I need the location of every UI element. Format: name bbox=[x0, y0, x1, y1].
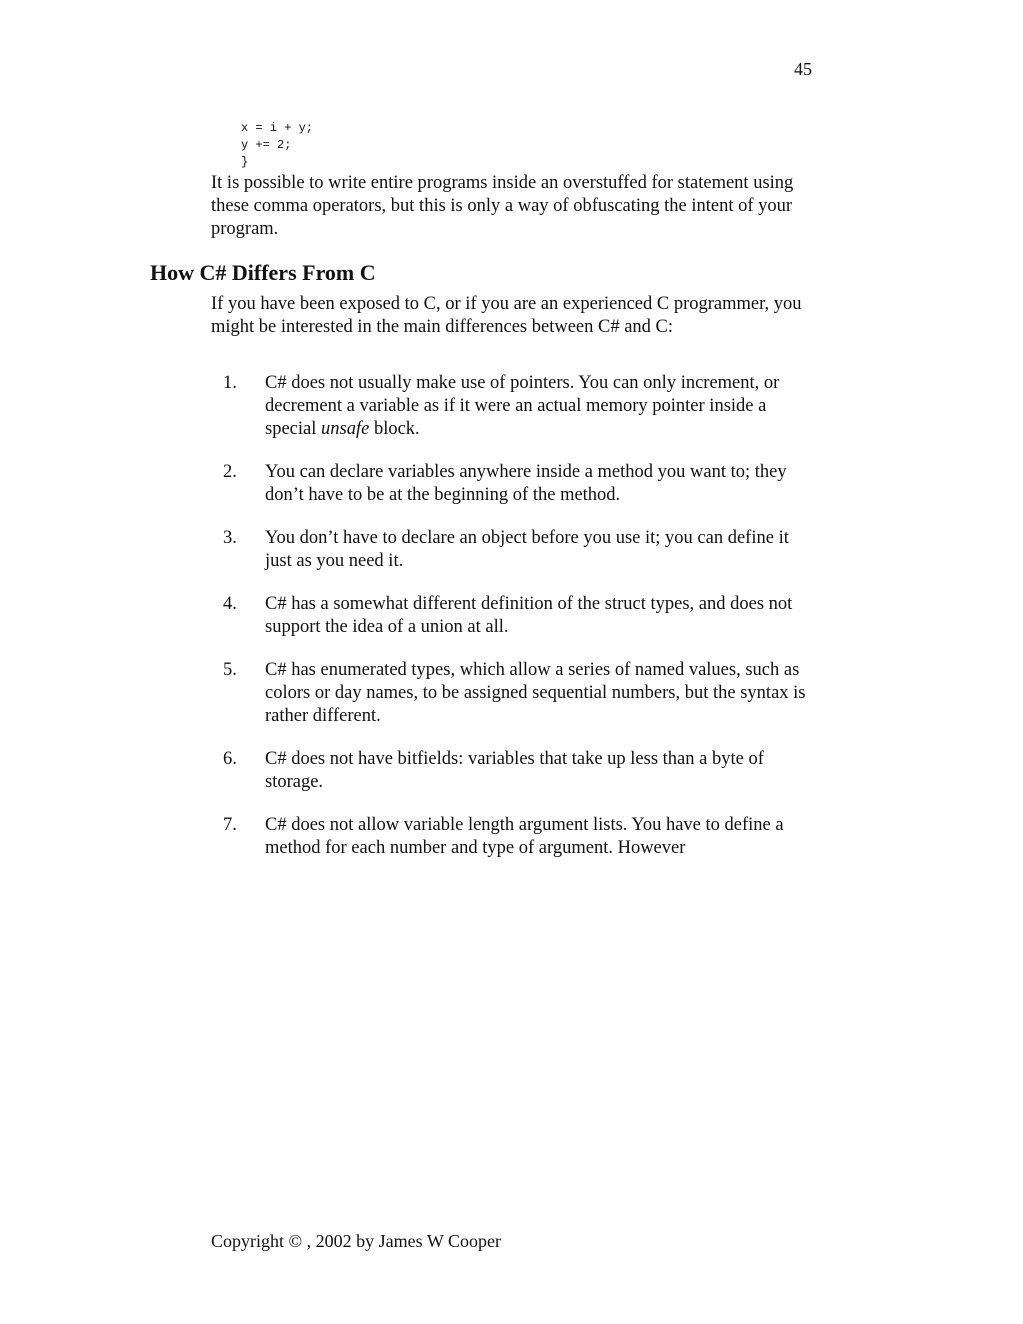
body-paragraph: It is possible to write entire programs inside an overstuffed for statement using these comma operators, but this is only a way of obfuscating the intent of your program. bbox=[211, 173, 794, 239]
list-item-text-part: C# does not usually make use of pointers. You can only increment, or decrement a variable as if it were an actual memory pointer inside a special bbox=[265, 373, 780, 439]
list-item-number: 4. bbox=[223, 594, 237, 614]
list-item-text: C# has enumerated types, which allow a series of named values, such as colors or day names, to be assigned sequential numbers, but the syntax is rather different. bbox=[265, 660, 806, 726]
code-line: } bbox=[241, 155, 249, 169]
intro-paragraph: If you have been exposed to C, or if you are an experienced C programmer, you might be interested in the main differences between C# and C: bbox=[211, 294, 802, 337]
copyright-footer: Copyright © , 2002 by James W Cooper bbox=[211, 1231, 501, 1251]
list-item-text bbox=[265, 373, 779, 439]
list-item-number: 7. bbox=[223, 815, 237, 835]
list-item bbox=[211, 748, 816, 794]
list-item bbox=[211, 593, 816, 639]
list-item-text: C# does not allow variable length argument lists. You have to define a method for each number and type of argument. However bbox=[265, 815, 784, 858]
emphasis-text: unsafe bbox=[321, 419, 370, 439]
differences-list bbox=[211, 372, 816, 880]
code-line: y += 2; bbox=[241, 138, 292, 152]
list-item-text: C# does not have bitfields: variables that take up less than a byte of storage. bbox=[265, 749, 764, 792]
page-number: 45 bbox=[794, 59, 812, 79]
list-item-number: 2. bbox=[223, 462, 237, 482]
list-item-text-part: block. bbox=[369, 419, 420, 439]
list-item-number: 6. bbox=[223, 749, 237, 769]
list-item-text: You can declare variables anywhere inside a method you want to; they don’t have to be at the beginning of the method. bbox=[265, 462, 787, 505]
list-item bbox=[211, 814, 816, 860]
section-heading: How C# Differs From C bbox=[150, 260, 376, 285]
code-line: x = i + y; bbox=[241, 121, 314, 135]
list-item bbox=[211, 527, 816, 573]
list-item bbox=[211, 372, 816, 441]
list-item-number: 1. bbox=[223, 373, 237, 393]
list-item-number: 3. bbox=[223, 528, 237, 548]
list-item-number: 5. bbox=[223, 660, 237, 680]
list-item-text: C# has a somewhat different definition of the struct types, and does not support the idea of a union at all. bbox=[265, 594, 793, 637]
list-item bbox=[211, 659, 816, 728]
code-block bbox=[241, 120, 313, 171]
list-item bbox=[211, 461, 816, 507]
list-item-text: You don’t have to declare an object before you use it; you can define it just as you need it. bbox=[265, 528, 789, 571]
